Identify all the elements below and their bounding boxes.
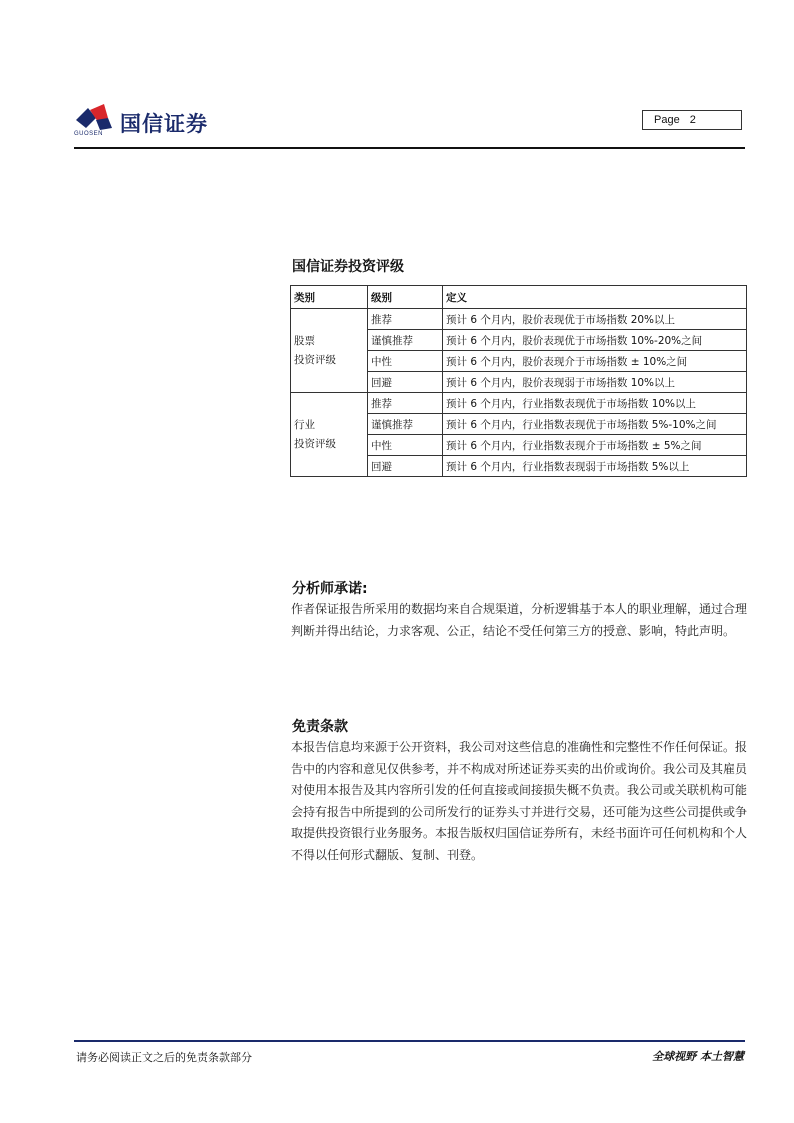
- footer-divider: [74, 1040, 745, 1042]
- level-cell: 推荐: [368, 393, 443, 414]
- page-number: 2: [689, 114, 696, 126]
- page-indicator: [642, 110, 742, 130]
- level-cell: 谨慎推荐: [368, 414, 443, 435]
- rating-section-title: 国信证券投资评级: [292, 259, 404, 275]
- level-cell: 推荐: [368, 309, 443, 330]
- level-cell: 回避: [368, 372, 443, 393]
- level-cell: 中性: [368, 351, 443, 372]
- level-cell: 中性: [368, 435, 443, 456]
- footer-slogan: 全球视野 本土智慧: [652, 1050, 744, 1063]
- analyst-statement: 作者保证报告所采用的数据均来自合规渠道，分析逻辑基于本人的职业理解，通过合理判断并得出结论，力求客观、公正，结论不受任何第三方的授意、影响，特此声明。: [291, 602, 748, 638]
- disclaimer-section-title: 免责条款: [292, 719, 348, 735]
- table-row: [291, 393, 747, 414]
- definition-cell: 预计 6 个月内，行业指数表现优于市场指数 5%-10%之间: [443, 414, 747, 435]
- column-header-level: 级别: [368, 286, 443, 309]
- category-cell-stock: 股票 投资评级: [291, 309, 368, 393]
- page-label: Page: [654, 114, 680, 126]
- logo-text-en: GUOSEN: [74, 131, 104, 137]
- logo-text-cn: 国信证券: [120, 112, 208, 136]
- level-cell: 谨慎推荐: [368, 330, 443, 351]
- header-divider: [74, 147, 745, 149]
- definition-cell: 预计 6 个月内，股价表现优于市场指数 20%以上: [443, 309, 747, 330]
- definition-cell: 预计 6 个月内，股价表现优于市场指数 10%-20%之间: [443, 330, 747, 351]
- disclaimer-text: 本报告信息均来源于公开资料，我公司对这些信息的准确性和完整性不作任何保证。报告中的内容和意见仅供参考，并不构成对所述证券买卖的出价或询价。我公司及其雇员对使用本报告及其内容所引发的任何直接或间接损失概不负责。我公司或关联机构可能会持有报告中所提到的公司所发行的证券头寸并进行交易，还可能为这些公司提供或争取提供投资银行业务服务。本报告版权归国信证券所有，未经书面许可任何机构和个人不得以任何形式翻版、复制、刊登。: [291, 740, 748, 862]
- definition-cell: 预计 6 个月内，行业指数表现弱于市场指数 5%以上: [443, 456, 747, 477]
- rating-table: [290, 285, 747, 477]
- footer-notice: 请务必阅读正文之后的免责条款部分: [76, 1051, 252, 1064]
- analyst-section-title: 分析师承诺:: [292, 581, 368, 597]
- definition-cell: 预计 6 个月内，股价表现介于市场指数 ± 10%之间: [443, 351, 747, 372]
- column-header-category: 类别: [291, 286, 368, 309]
- definition-cell: 预计 6 个月内，行业指数表现介于市场指数 ± 5%之间: [443, 435, 747, 456]
- column-header-definition: 定义: [443, 286, 747, 309]
- guosen-logo-icon: [74, 104, 122, 134]
- category-cell-industry: 行业 投资评级: [291, 393, 368, 477]
- table-row: [291, 309, 747, 330]
- definition-cell: 预计 6 个月内，股价表现弱于市场指数 10%以上: [443, 372, 747, 393]
- table-header-row: [291, 286, 747, 309]
- level-cell: 回避: [368, 456, 443, 477]
- company-logo: [74, 104, 234, 144]
- definition-cell: 预计 6 个月内，行业指数表现优于市场指数 10%以上: [443, 393, 747, 414]
